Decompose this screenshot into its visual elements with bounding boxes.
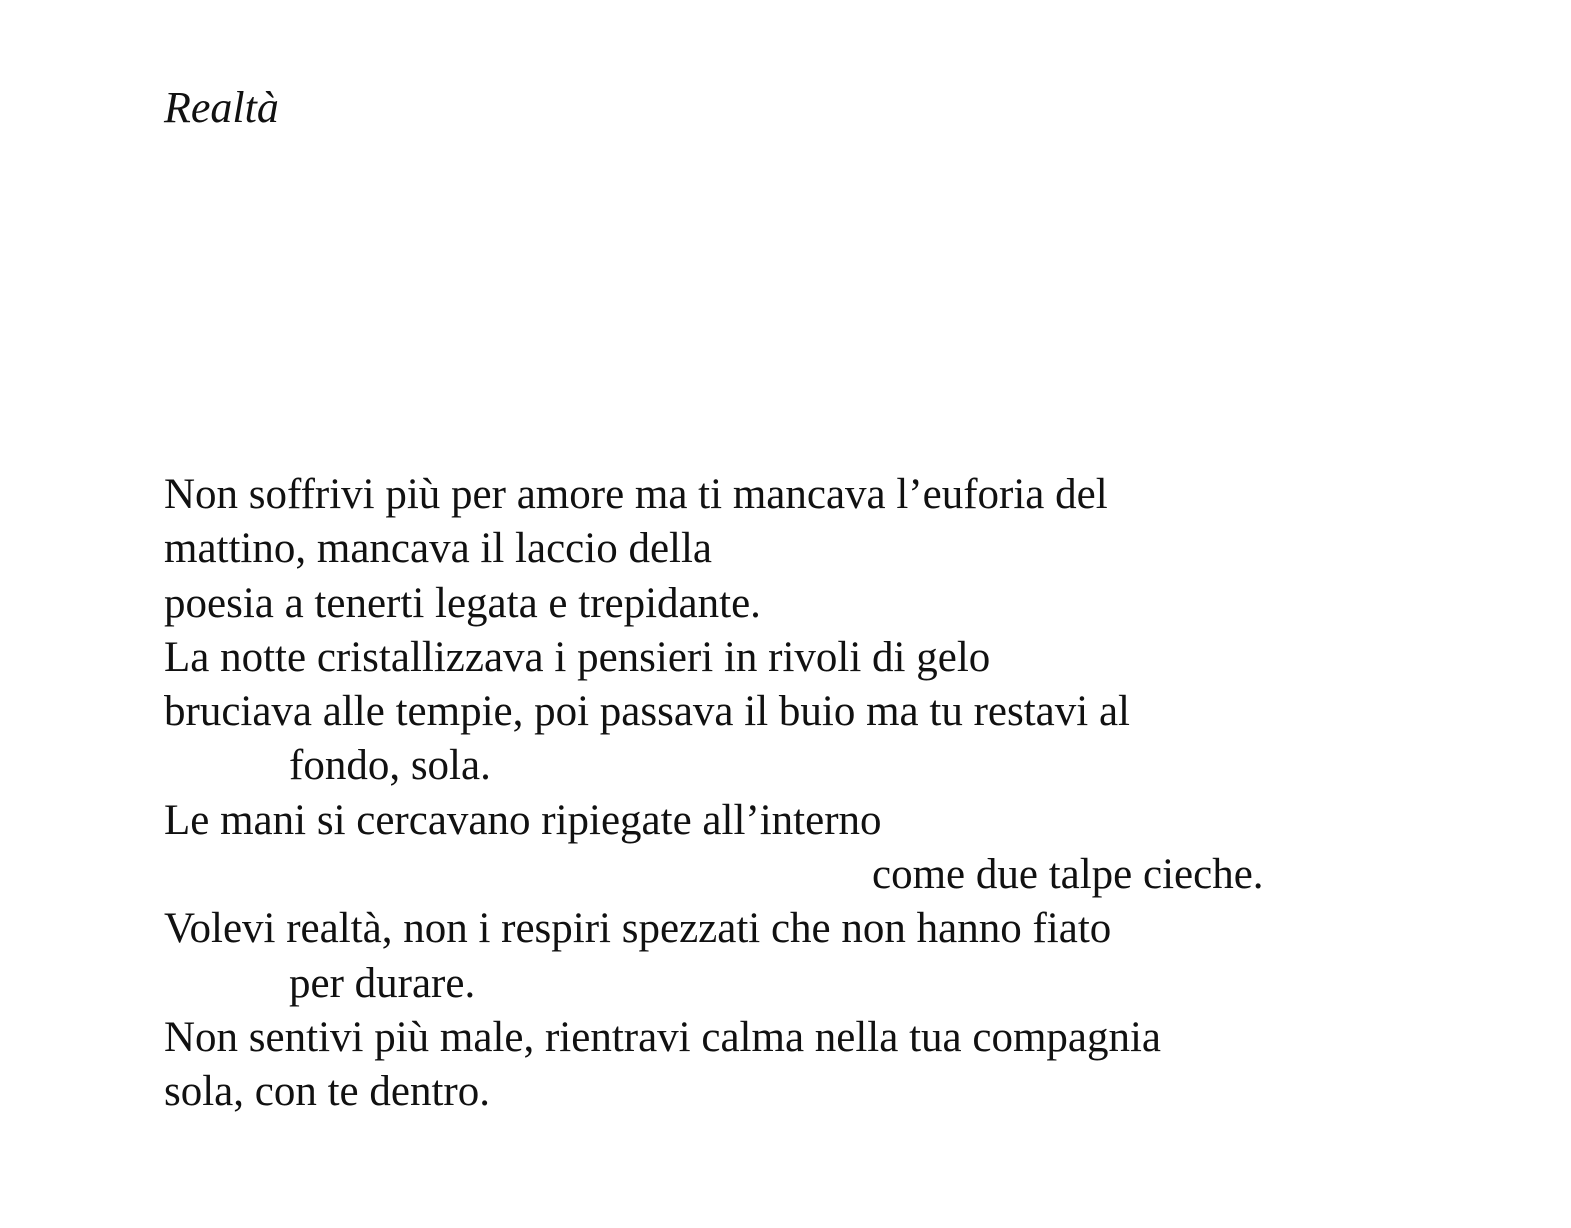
poem-line-indented: per durare. <box>289 959 476 1007</box>
poem-line-indented: come due talpe cieche. <box>872 851 1264 899</box>
poem-line: Le mani si cercavano ripiegate all’interno <box>164 796 882 844</box>
poem-line: Non soffrivi più per amore ma ti mancava l’euforia del <box>164 471 1108 518</box>
poem-line: mattino, mancava il laccio della <box>164 525 713 573</box>
poem-line: poesia a tenerti legata e trepidante. <box>164 579 761 627</box>
poem-line: sola, con te dentro. <box>164 1068 490 1116</box>
poem-line: Non sentivi più male, rientravi calma nella tua compagnia <box>164 1013 1162 1061</box>
poem-line: bruciava alle tempie, poi passava il buio ma tu restavi al <box>164 688 1130 736</box>
poem-title: Realtà <box>164 83 279 132</box>
poem-line-indented: fondo, sola. <box>289 742 491 790</box>
poem-line: La notte cristallizzava i pensieri in rivoli di gelo <box>164 633 991 681</box>
poem-body <box>164 468 1404 1120</box>
poem-line: Volevi realtà, non i respiri spezzati che non hanno fiato <box>164 905 1112 953</box>
